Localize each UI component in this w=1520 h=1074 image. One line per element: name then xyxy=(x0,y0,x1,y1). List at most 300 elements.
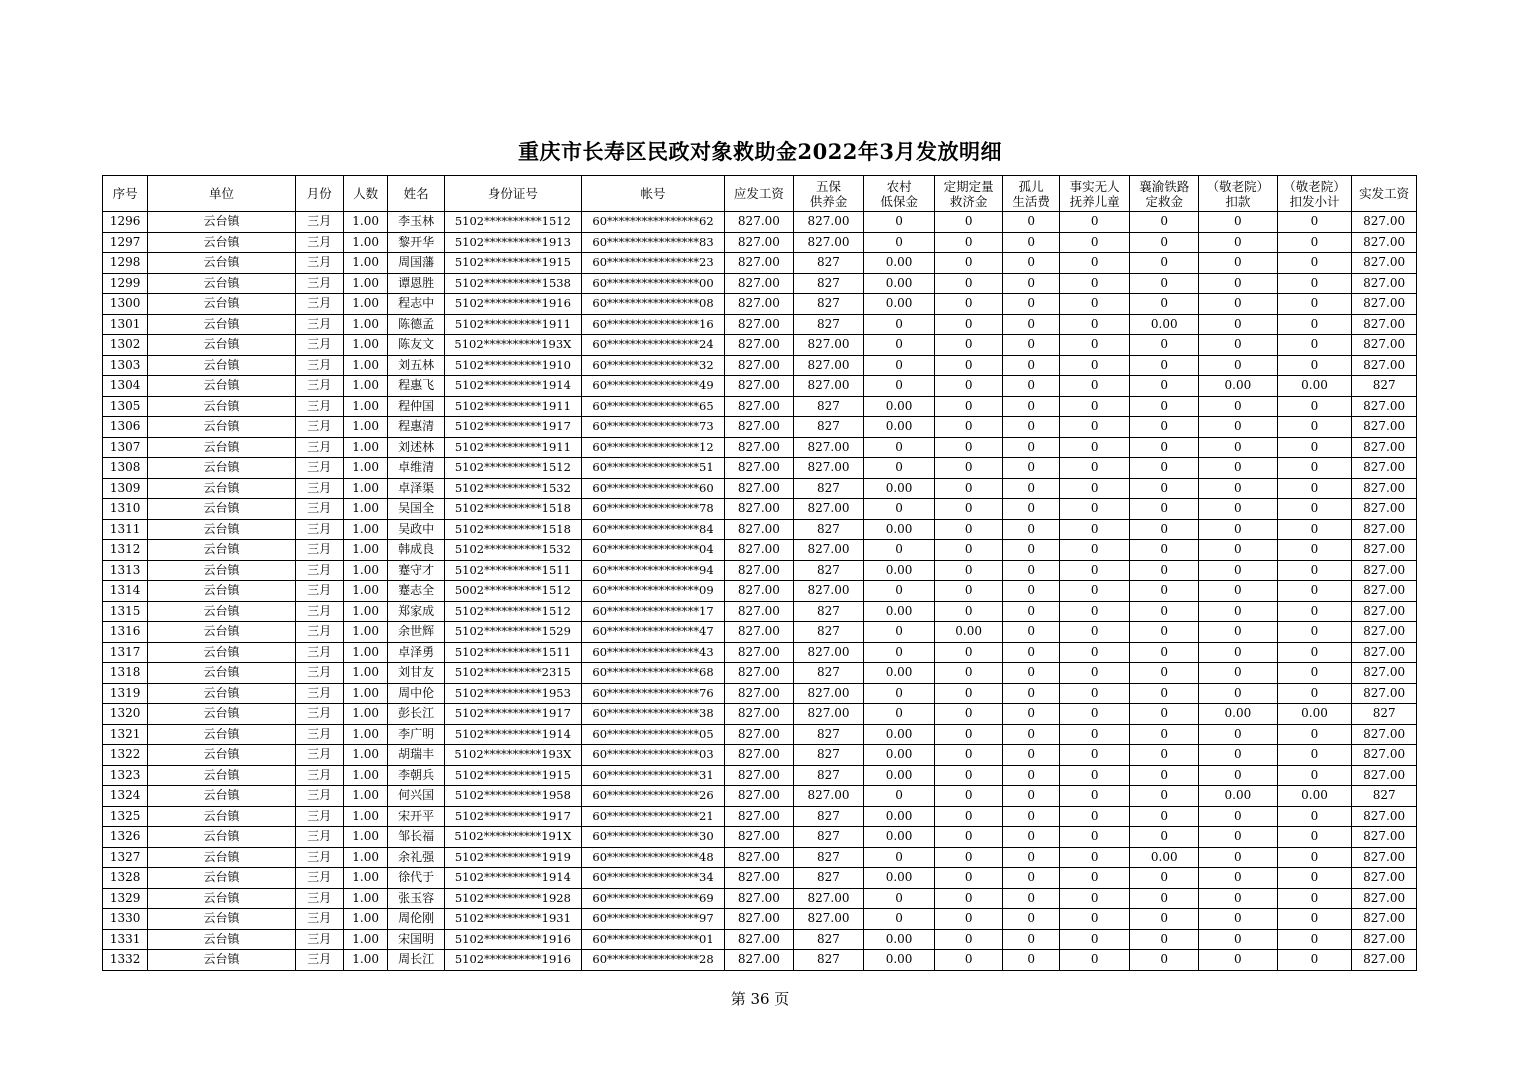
cell-people: 1.00 xyxy=(343,273,387,294)
cell-pay: 827.00 xyxy=(725,663,794,684)
cell-month: 三月 xyxy=(295,683,343,704)
cell-month: 三月 xyxy=(295,458,343,479)
cell-id: 5102**********1518 xyxy=(444,519,581,540)
cell-wb: 827.00 xyxy=(793,540,864,561)
cell-sw: 0 xyxy=(1059,909,1130,930)
cell-jx: 0 xyxy=(1277,950,1352,971)
cell-wb: 827 xyxy=(793,314,864,335)
cell-jx: 0 xyxy=(1277,355,1352,376)
cell-pay: 827.00 xyxy=(725,499,794,520)
cell-jx: 0 xyxy=(1277,622,1352,643)
table-row xyxy=(103,909,1417,930)
cell-id: 5102**********1915 xyxy=(444,253,581,274)
cell-month: 三月 xyxy=(295,765,343,786)
column-header-people: 人数 xyxy=(343,176,387,212)
cell-nc: 0 xyxy=(864,642,935,663)
cell-dq: 0 xyxy=(934,950,1003,971)
cell-net: 827.00 xyxy=(1352,560,1417,581)
cell-sw: 0 xyxy=(1059,253,1130,274)
cell-seq: 1329 xyxy=(103,888,148,909)
cell-people: 1.00 xyxy=(343,417,387,438)
cell-xy: 0 xyxy=(1130,273,1199,294)
cell-nc: 0.00 xyxy=(864,868,935,889)
cell-name: 李朝兵 xyxy=(388,765,444,786)
cell-jx: 0 xyxy=(1277,396,1352,417)
cell-acct: 60****************47 xyxy=(581,622,724,643)
cell-name: 周伦刚 xyxy=(388,909,444,930)
cell-pay: 827.00 xyxy=(725,642,794,663)
cell-net: 827.00 xyxy=(1352,519,1417,540)
cell-jx: 0 xyxy=(1277,847,1352,868)
cell-jx: 0 xyxy=(1277,478,1352,499)
cell-acct: 60****************76 xyxy=(581,683,724,704)
cell-unit: 云台镇 xyxy=(148,847,295,868)
cell-pay: 827.00 xyxy=(725,909,794,930)
cell-jk: 0 xyxy=(1199,417,1278,438)
cell-seq: 1327 xyxy=(103,847,148,868)
cell-month: 三月 xyxy=(295,478,343,499)
cell-pay: 827.00 xyxy=(725,314,794,335)
cell-people: 1.00 xyxy=(343,827,387,848)
cell-people: 1.00 xyxy=(343,458,387,479)
cell-wb: 827 xyxy=(793,663,864,684)
cell-nc: 0.00 xyxy=(864,396,935,417)
cell-wb: 827 xyxy=(793,273,864,294)
cell-jk: 0 xyxy=(1199,355,1278,376)
cell-people: 1.00 xyxy=(343,376,387,397)
table-row xyxy=(103,601,1417,622)
cell-sw: 0 xyxy=(1059,642,1130,663)
cell-id: 5102**********1911 xyxy=(444,314,581,335)
cell-xy: 0 xyxy=(1130,581,1199,602)
cell-id: 5102**********1518 xyxy=(444,499,581,520)
cell-pay: 827.00 xyxy=(725,212,794,233)
cell-pay: 827.00 xyxy=(725,478,794,499)
cell-name: 胡瑞丰 xyxy=(388,745,444,766)
cell-id: 5102**********1914 xyxy=(444,868,581,889)
cell-ge: 0 xyxy=(1003,704,1059,725)
cell-acct: 60****************03 xyxy=(581,745,724,766)
cell-ge: 0 xyxy=(1003,663,1059,684)
cell-wb: 827.00 xyxy=(793,437,864,458)
cell-xy: 0 xyxy=(1130,888,1199,909)
cell-name: 蹇志全 xyxy=(388,581,444,602)
cell-people: 1.00 xyxy=(343,704,387,725)
cell-seq: 1321 xyxy=(103,724,148,745)
cell-sw: 0 xyxy=(1059,806,1130,827)
cell-unit: 云台镇 xyxy=(148,294,295,315)
cell-people: 1.00 xyxy=(343,519,387,540)
cell-month: 三月 xyxy=(295,704,343,725)
cell-name: 卓泽勇 xyxy=(388,642,444,663)
cell-month: 三月 xyxy=(295,786,343,807)
cell-sw: 0 xyxy=(1059,663,1130,684)
column-header-ge: 孤儿 生活费 xyxy=(1003,176,1059,212)
cell-net: 827.00 xyxy=(1352,294,1417,315)
cell-wb: 827.00 xyxy=(793,642,864,663)
cell-unit: 云台镇 xyxy=(148,929,295,950)
cell-ge: 0 xyxy=(1003,335,1059,356)
cell-acct: 60****************34 xyxy=(581,868,724,889)
cell-jk: 0.00 xyxy=(1199,704,1278,725)
cell-sw: 0 xyxy=(1059,355,1130,376)
cell-nc: 0.00 xyxy=(864,519,935,540)
cell-xy: 0 xyxy=(1130,294,1199,315)
cell-jk: 0 xyxy=(1199,519,1278,540)
cell-seq: 1306 xyxy=(103,417,148,438)
cell-jx: 0 xyxy=(1277,294,1352,315)
cell-sw: 0 xyxy=(1059,622,1130,643)
table-row xyxy=(103,827,1417,848)
cell-ge: 0 xyxy=(1003,437,1059,458)
cell-sw: 0 xyxy=(1059,888,1130,909)
cell-seq: 1316 xyxy=(103,622,148,643)
cell-seq: 1308 xyxy=(103,458,148,479)
cell-month: 三月 xyxy=(295,888,343,909)
cell-wb: 827 xyxy=(793,765,864,786)
cell-acct: 60****************94 xyxy=(581,560,724,581)
cell-dq: 0 xyxy=(934,683,1003,704)
cell-name: 吴政中 xyxy=(388,519,444,540)
cell-jk: 0 xyxy=(1199,478,1278,499)
cell-ge: 0 xyxy=(1003,581,1059,602)
cell-month: 三月 xyxy=(295,581,343,602)
cell-seq: 1299 xyxy=(103,273,148,294)
cell-unit: 云台镇 xyxy=(148,745,295,766)
cell-seq: 1312 xyxy=(103,540,148,561)
cell-jk: 0 xyxy=(1199,663,1278,684)
cell-month: 三月 xyxy=(295,519,343,540)
cell-id: 5102**********1917 xyxy=(444,704,581,725)
cell-acct: 60****************28 xyxy=(581,950,724,971)
cell-pay: 827.00 xyxy=(725,458,794,479)
cell-net: 827.00 xyxy=(1352,437,1417,458)
cell-wb: 827 xyxy=(793,478,864,499)
cell-jk: 0 xyxy=(1199,909,1278,930)
cell-pay: 827.00 xyxy=(725,417,794,438)
table-row xyxy=(103,253,1417,274)
cell-id: 5102**********1512 xyxy=(444,458,581,479)
cell-dq: 0 xyxy=(934,273,1003,294)
cell-pay: 827.00 xyxy=(725,601,794,622)
column-header-xy: 襄渝铁路 定救金 xyxy=(1130,176,1199,212)
cell-unit: 云台镇 xyxy=(148,232,295,253)
cell-acct: 60****************26 xyxy=(581,786,724,807)
cell-jx: 0.00 xyxy=(1277,376,1352,397)
cell-ge: 0 xyxy=(1003,765,1059,786)
cell-acct: 60****************48 xyxy=(581,847,724,868)
cell-unit: 云台镇 xyxy=(148,622,295,643)
cell-sw: 0 xyxy=(1059,437,1130,458)
cell-people: 1.00 xyxy=(343,929,387,950)
cell-name: 卓维清 xyxy=(388,458,444,479)
cell-jk: 0 xyxy=(1199,847,1278,868)
cell-net: 827.00 xyxy=(1352,683,1417,704)
cell-jk: 0 xyxy=(1199,929,1278,950)
cell-id: 5102**********1532 xyxy=(444,540,581,561)
table-row xyxy=(103,396,1417,417)
cell-dq: 0 xyxy=(934,314,1003,335)
cell-month: 三月 xyxy=(295,335,343,356)
cell-sw: 0 xyxy=(1059,560,1130,581)
cell-month: 三月 xyxy=(295,560,343,581)
cell-ge: 0 xyxy=(1003,868,1059,889)
table-header-row xyxy=(103,176,1417,212)
cell-wb: 827.00 xyxy=(793,683,864,704)
cell-dq: 0 xyxy=(934,478,1003,499)
cell-seq: 1313 xyxy=(103,560,148,581)
cell-month: 三月 xyxy=(295,642,343,663)
cell-xy: 0 xyxy=(1130,909,1199,930)
cell-people: 1.00 xyxy=(343,950,387,971)
cell-wb: 827 xyxy=(793,622,864,643)
cell-seq: 1332 xyxy=(103,950,148,971)
cell-unit: 云台镇 xyxy=(148,560,295,581)
column-header-unit: 单位 xyxy=(148,176,295,212)
cell-nc: 0.00 xyxy=(864,601,935,622)
cell-unit: 云台镇 xyxy=(148,909,295,930)
cell-people: 1.00 xyxy=(343,335,387,356)
cell-jx: 0 xyxy=(1277,417,1352,438)
cell-ge: 0 xyxy=(1003,724,1059,745)
cell-jx: 0 xyxy=(1277,642,1352,663)
cell-name: 周国藩 xyxy=(388,253,444,274)
cell-nc: 0 xyxy=(864,581,935,602)
cell-id: 5102**********1538 xyxy=(444,273,581,294)
cell-wb: 827 xyxy=(793,724,864,745)
cell-net: 827.00 xyxy=(1352,868,1417,889)
table-row xyxy=(103,950,1417,971)
cell-seq: 1317 xyxy=(103,642,148,663)
cell-sw: 0 xyxy=(1059,540,1130,561)
cell-net: 827.00 xyxy=(1352,253,1417,274)
cell-pay: 827.00 xyxy=(725,622,794,643)
table-row xyxy=(103,929,1417,950)
cell-acct: 60****************09 xyxy=(581,581,724,602)
cell-unit: 云台镇 xyxy=(148,355,295,376)
cell-jx: 0 xyxy=(1277,253,1352,274)
cell-people: 1.00 xyxy=(343,683,387,704)
cell-net: 827.00 xyxy=(1352,396,1417,417)
cell-pay: 827.00 xyxy=(725,888,794,909)
cell-name: 陈德孟 xyxy=(388,314,444,335)
cell-dq: 0 xyxy=(934,888,1003,909)
cell-month: 三月 xyxy=(295,294,343,315)
cell-net: 827.00 xyxy=(1352,929,1417,950)
cell-unit: 云台镇 xyxy=(148,376,295,397)
cell-wb: 827.00 xyxy=(793,376,864,397)
cell-wb: 827.00 xyxy=(793,212,864,233)
relief-payment-table xyxy=(102,175,1417,971)
cell-xy: 0.00 xyxy=(1130,847,1199,868)
cell-month: 三月 xyxy=(295,724,343,745)
cell-jk: 0 xyxy=(1199,950,1278,971)
table-row xyxy=(103,560,1417,581)
cell-people: 1.00 xyxy=(343,294,387,315)
cell-id: 5102**********1931 xyxy=(444,909,581,930)
table-row xyxy=(103,376,1417,397)
cell-xy: 0 xyxy=(1130,929,1199,950)
column-header-nc: 农村 低保金 xyxy=(864,176,935,212)
cell-ge: 0 xyxy=(1003,560,1059,581)
column-header-net: 实发工资 xyxy=(1352,176,1417,212)
cell-xy: 0 xyxy=(1130,519,1199,540)
cell-dq: 0 xyxy=(934,909,1003,930)
cell-jx: 0 xyxy=(1277,540,1352,561)
cell-people: 1.00 xyxy=(343,253,387,274)
cell-unit: 云台镇 xyxy=(148,601,295,622)
cell-nc: 0.00 xyxy=(864,745,935,766)
cell-xy: 0 xyxy=(1130,663,1199,684)
cell-jk: 0 xyxy=(1199,499,1278,520)
cell-name: 宋开平 xyxy=(388,806,444,827)
cell-seq: 1330 xyxy=(103,909,148,930)
cell-seq: 1326 xyxy=(103,827,148,848)
cell-xy: 0 xyxy=(1130,786,1199,807)
cell-unit: 云台镇 xyxy=(148,950,295,971)
cell-unit: 云台镇 xyxy=(148,273,295,294)
cell-nc: 0 xyxy=(864,704,935,725)
cell-net: 827 xyxy=(1352,786,1417,807)
cell-jk: 0 xyxy=(1199,806,1278,827)
cell-xy: 0 xyxy=(1130,827,1199,848)
cell-dq: 0 xyxy=(934,376,1003,397)
cell-jx: 0 xyxy=(1277,232,1352,253)
table-row xyxy=(103,499,1417,520)
cell-people: 1.00 xyxy=(343,212,387,233)
cell-nc: 0 xyxy=(864,376,935,397)
cell-id: 5102**********1916 xyxy=(444,294,581,315)
cell-acct: 60****************97 xyxy=(581,909,724,930)
cell-xy: 0 xyxy=(1130,478,1199,499)
cell-name: 张玉容 xyxy=(388,888,444,909)
cell-jk: 0 xyxy=(1199,622,1278,643)
cell-people: 1.00 xyxy=(343,745,387,766)
cell-ge: 0 xyxy=(1003,888,1059,909)
cell-sw: 0 xyxy=(1059,683,1130,704)
cell-ge: 0 xyxy=(1003,458,1059,479)
cell-unit: 云台镇 xyxy=(148,581,295,602)
cell-dq: 0 xyxy=(934,868,1003,889)
cell-acct: 60****************32 xyxy=(581,355,724,376)
table-row xyxy=(103,355,1417,376)
cell-pay: 827.00 xyxy=(725,683,794,704)
cell-unit: 云台镇 xyxy=(148,437,295,458)
cell-jk: 0 xyxy=(1199,642,1278,663)
table-body xyxy=(103,212,1417,971)
cell-month: 三月 xyxy=(295,929,343,950)
cell-month: 三月 xyxy=(295,847,343,868)
cell-jk: 0 xyxy=(1199,683,1278,704)
table-row xyxy=(103,294,1417,315)
cell-name: 程仲国 xyxy=(388,396,444,417)
cell-sw: 0 xyxy=(1059,868,1130,889)
cell-unit: 云台镇 xyxy=(148,827,295,848)
cell-nc: 0.00 xyxy=(864,478,935,499)
cell-id: 5102**********1910 xyxy=(444,355,581,376)
cell-wb: 827 xyxy=(793,929,864,950)
cell-unit: 云台镇 xyxy=(148,868,295,889)
cell-dq: 0 xyxy=(934,294,1003,315)
cell-seq: 1297 xyxy=(103,232,148,253)
cell-seq: 1318 xyxy=(103,663,148,684)
cell-pay: 827.00 xyxy=(725,232,794,253)
cell-xy: 0 xyxy=(1130,355,1199,376)
cell-sw: 0 xyxy=(1059,232,1130,253)
cell-net: 827.00 xyxy=(1352,335,1417,356)
cell-jx: 0 xyxy=(1277,909,1352,930)
cell-xy: 0 xyxy=(1130,601,1199,622)
table-row xyxy=(103,622,1417,643)
cell-name: 何兴国 xyxy=(388,786,444,807)
table-row xyxy=(103,888,1417,909)
cell-xy: 0 xyxy=(1130,868,1199,889)
cell-pay: 827.00 xyxy=(725,376,794,397)
cell-jx: 0 xyxy=(1277,212,1352,233)
cell-dq: 0 xyxy=(934,642,1003,663)
cell-month: 三月 xyxy=(295,314,343,335)
cell-name: 韩成良 xyxy=(388,540,444,561)
column-header-pay: 应发工资 xyxy=(725,176,794,212)
cell-wb: 827.00 xyxy=(793,355,864,376)
cell-wb: 827.00 xyxy=(793,909,864,930)
cell-dq: 0 xyxy=(934,335,1003,356)
cell-pay: 827.00 xyxy=(725,868,794,889)
cell-xy: 0 xyxy=(1130,253,1199,274)
cell-month: 三月 xyxy=(295,540,343,561)
cell-dq: 0 xyxy=(934,417,1003,438)
cell-people: 1.00 xyxy=(343,478,387,499)
cell-month: 三月 xyxy=(295,232,343,253)
cell-month: 三月 xyxy=(295,499,343,520)
column-header-name: 姓名 xyxy=(388,176,444,212)
table-row xyxy=(103,806,1417,827)
cell-wb: 827.00 xyxy=(793,786,864,807)
cell-jk: 0 xyxy=(1199,540,1278,561)
cell-jk: 0 xyxy=(1199,765,1278,786)
cell-name: 李玉林 xyxy=(388,212,444,233)
cell-net: 827.00 xyxy=(1352,847,1417,868)
cell-nc: 0 xyxy=(864,232,935,253)
cell-seq: 1310 xyxy=(103,499,148,520)
cell-people: 1.00 xyxy=(343,540,387,561)
cell-dq: 0 xyxy=(934,253,1003,274)
cell-month: 三月 xyxy=(295,806,343,827)
cell-wb: 827 xyxy=(793,519,864,540)
cell-ge: 0 xyxy=(1003,355,1059,376)
cell-unit: 云台镇 xyxy=(148,212,295,233)
cell-id: 5102**********1512 xyxy=(444,212,581,233)
cell-xy: 0 xyxy=(1130,622,1199,643)
cell-id: 5102**********1913 xyxy=(444,232,581,253)
cell-id: 5102**********1916 xyxy=(444,929,581,950)
cell-jx: 0.00 xyxy=(1277,786,1352,807)
cell-ge: 0 xyxy=(1003,232,1059,253)
cell-sw: 0 xyxy=(1059,601,1130,622)
cell-sw: 0 xyxy=(1059,724,1130,745)
cell-name: 谭恩胜 xyxy=(388,273,444,294)
cell-net: 827.00 xyxy=(1352,827,1417,848)
cell-acct: 60****************04 xyxy=(581,540,724,561)
cell-jx: 0 xyxy=(1277,724,1352,745)
cell-acct: 60****************23 xyxy=(581,253,724,274)
cell-jx: 0 xyxy=(1277,458,1352,479)
cell-dq: 0 xyxy=(934,437,1003,458)
cell-nc: 0 xyxy=(864,314,935,335)
page-number: 第 36 页 xyxy=(730,990,790,1008)
cell-id: 5102**********1511 xyxy=(444,560,581,581)
cell-pay: 827.00 xyxy=(725,581,794,602)
